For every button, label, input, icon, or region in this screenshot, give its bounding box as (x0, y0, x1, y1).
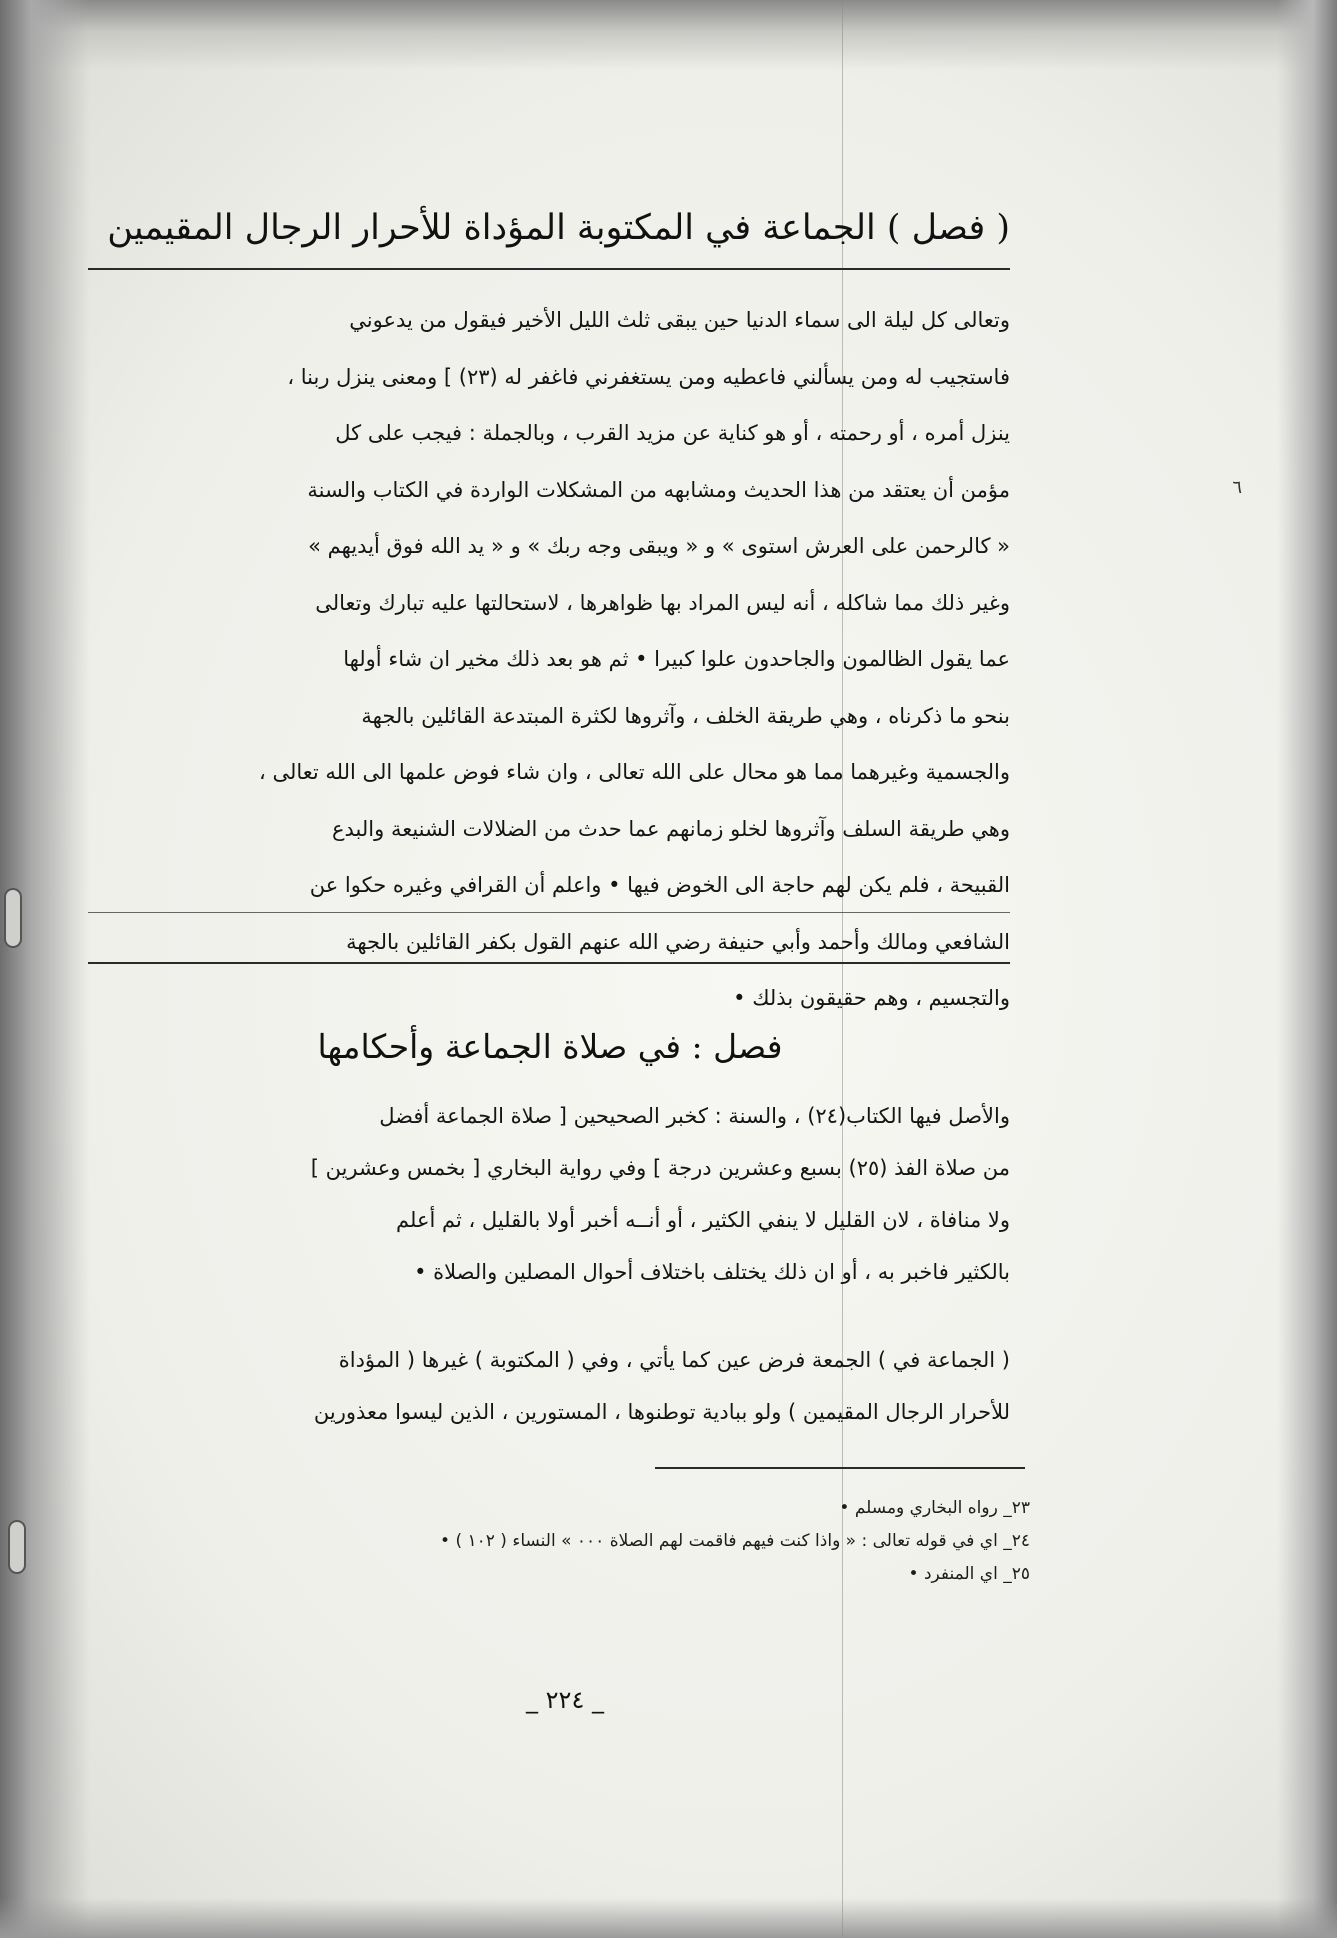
text-underline (88, 912, 1010, 913)
footnotes (300, 1492, 1030, 1591)
text-line: والأصل فيها الكتاب(٢٤) ، والسنة : كخبر الصحيحين [ صلاة الجماعة أفضل (379, 1104, 1010, 1128)
text-line: وغير ذلك مما شاكله ، أنه ليس المراد بها ظواهرها ، لاستحالتها عليه تبارك وتعالى (315, 590, 1010, 615)
text-line: فاستجيب له ومن يسألني فاعطيه ومن يستغفرني فاغفر له (٢٣) ] ومعنى ينزل ربنا ، (287, 364, 1010, 389)
text-line: ولا منافاة ، لان القليل لا ينفي الكثير ، أو أنــه أخبر أولا بالقليل ، ثم أعلم (396, 1208, 1010, 1232)
text-line: وتعالى كل ليلة الى سماء الدنيا حين يبقى ثلث الليل الأخير فيقول من يدعوني (349, 308, 1010, 332)
footnote-item: ٢٥_ اي المنفرد • (908, 1564, 1030, 1584)
section-divider (88, 962, 1010, 964)
binding-hole (4, 888, 22, 948)
text-line: الشافعي ومالك وأحمد وأبي حنيفة رضي الله عنهم القول بكفر القائلين بالجهة (346, 929, 1010, 954)
text-line: مؤمن أن يعتقد من هذا الحديث ومشابهه من المشكلات الواردة في الكتاب والسنة (307, 477, 1010, 502)
text-line: للأحرار الرجال المقيمين ) ولو ببادية توطنوها ، المستورين ، الذين ليسوا معذورين (313, 1400, 1010, 1424)
text-line: والجسمية وغيرهما مما هو محال على الله تعالى ، وان شاء فوض علمها الى الله تعالى ، (259, 760, 1010, 784)
text-line: بنحو ما ذكرناه ، وهي طريقة الخلف ، وآثروها لكثرة المبتدعة القائلين بالجهة (361, 703, 1010, 728)
paragraph-1 (88, 292, 1010, 1027)
scan-shadow-top (0, 0, 1337, 70)
footnote-item: ٢٣_ رواه البخاري ومسلم • (839, 1498, 1030, 1518)
text-line: ينزل أمره ، أو رحمته ، أو هو كناية عن مزيد القرب ، وبالجملة : فيجب على كل (335, 421, 1010, 445)
text-line: عما يقول الظالمون والجاحدون علوا كبيرا • ثم هو بعد ذلك مخير ان شاء أولها (343, 647, 1010, 671)
footnote-separator (655, 1467, 1025, 1469)
text-line: بالكثير فاخبر به ، أو ان ذلك يختلف باختلاف أحوال المصلين والصلاة • (414, 1260, 1010, 1284)
paragraph-3 (88, 1334, 1010, 1438)
title-underline (88, 268, 1010, 270)
scan-shadow-bottom (0, 1898, 1337, 1938)
text-line: ( الجماعة في ) الجمعة فرض عين كما يأتي ، وفي ( المكتوبة ) غيرها ( المؤداة (338, 1348, 1010, 1372)
text-line: القبيحة ، فلم يكن لهم حاجة الى الخوض فيها • واعلم أن القرافي وغيره حكوا عن (309, 873, 1010, 897)
text-line: والتجسيم ، وهم حقيقون بذلك • (733, 986, 1010, 1010)
section-heading: فصل : في صلاة الجماعة وأحكامها (317, 1027, 783, 1066)
page-number: _ ٢٢٤ _ (526, 1686, 604, 1714)
footnote-item: ٢٤_ اي في قوله تعالى : « واذا كنت فيهم فاقمت لهم الصلاة ٠٠٠ » النساء ( ١٠٢ ) • (440, 1531, 1030, 1551)
text-line: « كالرحمن على العرش استوى » و « ويبقى وجه ربك » و « يد الله فوق أيديهم » (308, 534, 1010, 558)
text-line: وهي طريقة السلف وآثروها لخلو زمانهم عما حدث من الضلالات الشنيعة والبدع (332, 816, 1010, 841)
margin-number: ٦ (1232, 477, 1242, 498)
paragraph-2 (88, 1090, 1010, 1298)
scan-shadow-left (0, 0, 90, 1938)
binding-hole (8, 1520, 26, 1574)
text-line: من صلاة الفذ (٢٥) بسبع وعشرين درجة ] وفي رواية البخاري [ بخمس وعشرين ] (310, 1156, 1010, 1180)
chapter-title: ( فصل ) الجماعة في المكتوبة المؤداة للأحرار الرجال المقيمين (107, 208, 1010, 248)
scan-shadow-right (1277, 0, 1337, 1938)
